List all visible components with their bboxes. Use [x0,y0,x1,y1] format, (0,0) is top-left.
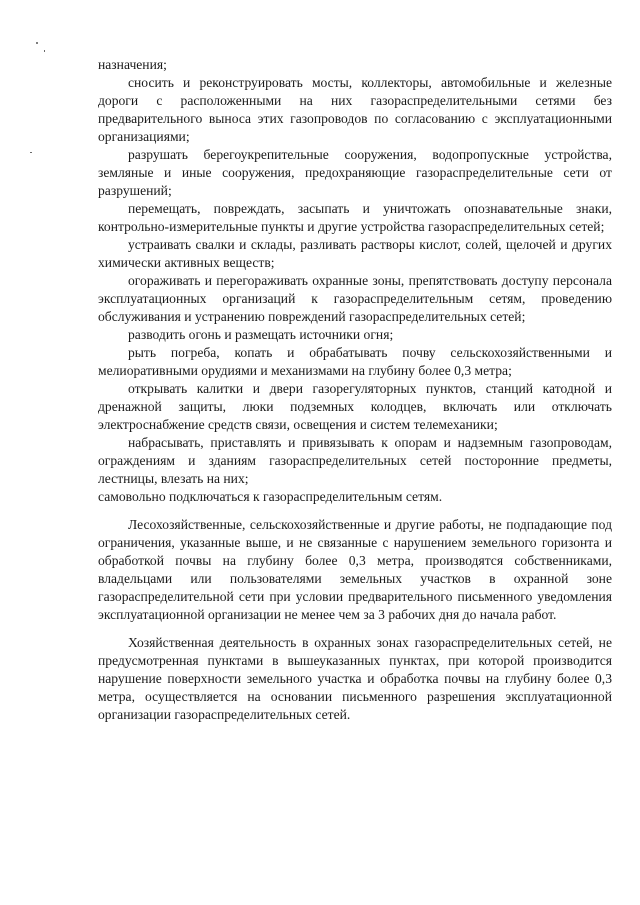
paragraph-continuation: назначения; [98,57,167,72]
paragraph-connect: самовольно подключаться к газораспределительным сетям. [98,489,443,504]
paragraph-signs: перемещать, повреждать, засыпать и уничтожать опознавательные знаки, контрольно-измерительные пункты и другие устройства газораспределительных сетей; [98,201,612,234]
paragraph-objects: набрасывать, приставлять и привязывать к опорам и надземным газопроводам, ограждениям и зданиям газораспределительных сетей посторонние предметы, лестницы, влезать на них; [98,435,612,486]
scan-artifact [30,152,32,153]
scan-artifact [36,42,38,44]
paragraph-gates: открывать калитки и двери газорегуляторных пунктов, станций катодной и дренажной защиты, люки подземных колодцев, включать или отключать электроснабжение средств связи, освещения и систем телемеханики; [98,381,612,432]
paragraph-bank-protection: разрушать берегоукрепительные сооружения, водопропускные устройства, земляные и иные сооружения, предохраняющие газораспределительные сети от разрушений; [98,147,612,198]
document-body [98,56,612,724]
paragraph-economic-activity: Хозяйственная деятельность в охранных зонах газораспределительных сетей, не предусмотренная пунктами в вышеуказанных пунктах, при которой производится нарушение поверхности земельного участка и обработка почвы на глубину более 0,3 метра, осуществляется на основании письменного разрешения эксплуатационной организации газораспределительных сетей. [98,635,612,722]
paragraph-forestry-works: Лесохозяйственные, сельскохозяйственные и другие работы, не подпадающие под ограничения, указанные выше, и не связанные с нарушением земельного горизонта и обработкой почвы на глубину более 0,3 метра, производятся собственниками, владельцами или пользователями земельных участков в охранной зоне газораспределительной сети при условии предварительного письменного уведомления эксплуатационной организации не менее чем за 3 рабочих дня до начала работ. [98,517,612,622]
paragraph-digging: рыть погреба, копать и обрабатывать почву сельскохозяйственными и мелиоративными орудиями и механизмами на глубину более 0,3 метра; [98,345,612,378]
paragraph-fire: разводить огонь и размещать источники огня; [128,327,394,342]
paragraph-dumps: устраивать свалки и склады, разливать растворы кислот, солей, щелочей и других химически активных веществ; [98,237,612,270]
scan-artifact [44,50,45,52]
paragraph-bridges: сносить и реконструировать мосты, коллекторы, автомобильные и железные дороги с расположенными на них газораспределительными сетями без предварительного выноса этих газопроводов по согласованию с эксплуатационными организациями; [98,75,612,144]
paragraph-fencing: огораживать и перегораживать охранные зоны, препятствовать доступу персонала эксплуатационных организаций к газораспределительным сетям, проведению обслуживания и устранению повреждений газораспределительных сетей; [98,273,612,324]
